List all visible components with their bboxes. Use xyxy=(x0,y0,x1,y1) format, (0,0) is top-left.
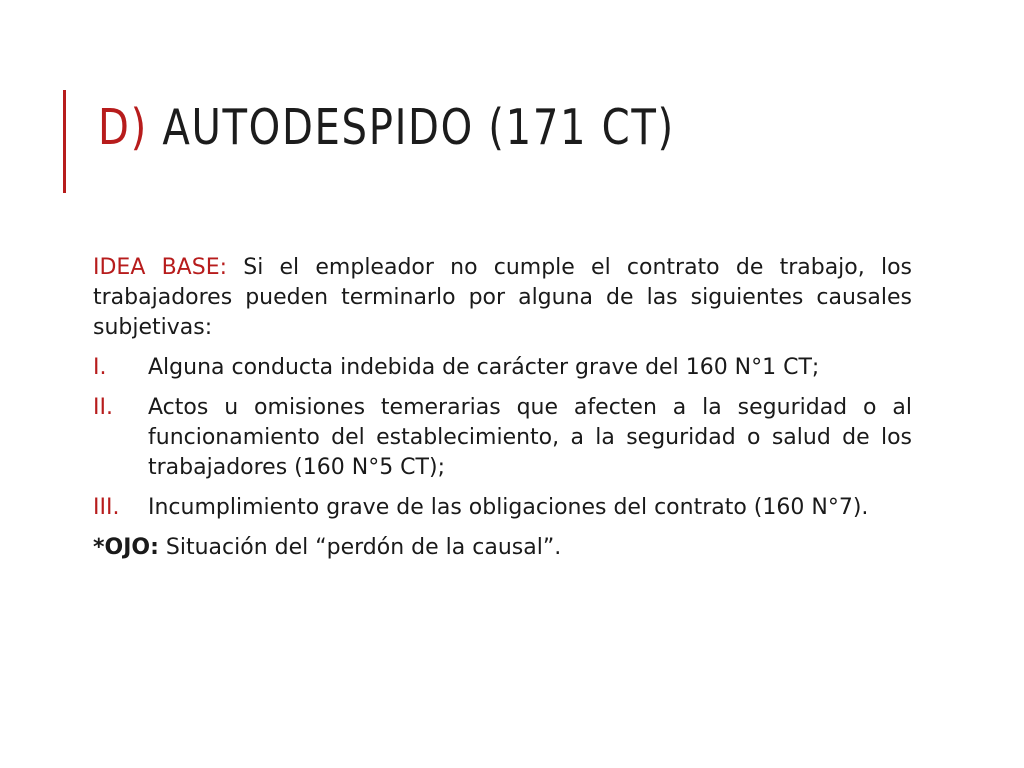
list-item xyxy=(93,493,912,523)
list-item-text: Incumplimiento grave de las obligaciones del contrato (160 N°7). xyxy=(148,495,869,520)
title-accent-bar xyxy=(63,90,66,193)
note-text: Situación del “perdón de la causal”. xyxy=(165,535,562,560)
list-item-text: Alguna conducta indebida de carácter grave del 160 N°1 CT; xyxy=(148,355,820,380)
slide-title xyxy=(98,99,675,156)
list-item-number: III. xyxy=(93,495,120,520)
list-item xyxy=(93,353,912,383)
slide-body xyxy=(93,253,912,563)
intro-keyword: IDEA BASE: xyxy=(93,255,228,280)
list-item-number: I. xyxy=(93,355,107,380)
list-item-number: II. xyxy=(93,395,113,420)
title-prefix: D) xyxy=(98,99,148,156)
intro-paragraph xyxy=(93,253,912,343)
note-label: *OJO: xyxy=(93,535,159,560)
list-item-text: Actos u omisiones temerarias que afecten a la seguridad o al funcionamiento del establecimiento, a la seguridad o salud de los trabajadores (160 N°5 CT); xyxy=(148,395,912,480)
list-item xyxy=(93,393,912,483)
note-paragraph xyxy=(93,533,912,563)
causal-list xyxy=(93,353,912,523)
title-main: AUTODESPIDO (171 CT) xyxy=(162,99,675,156)
intro-text: Si el empleador no cumple el contrato de trabajo, los trabajadores pueden terminarlo por alguna de las siguientes causales subjetivas: xyxy=(93,255,912,340)
